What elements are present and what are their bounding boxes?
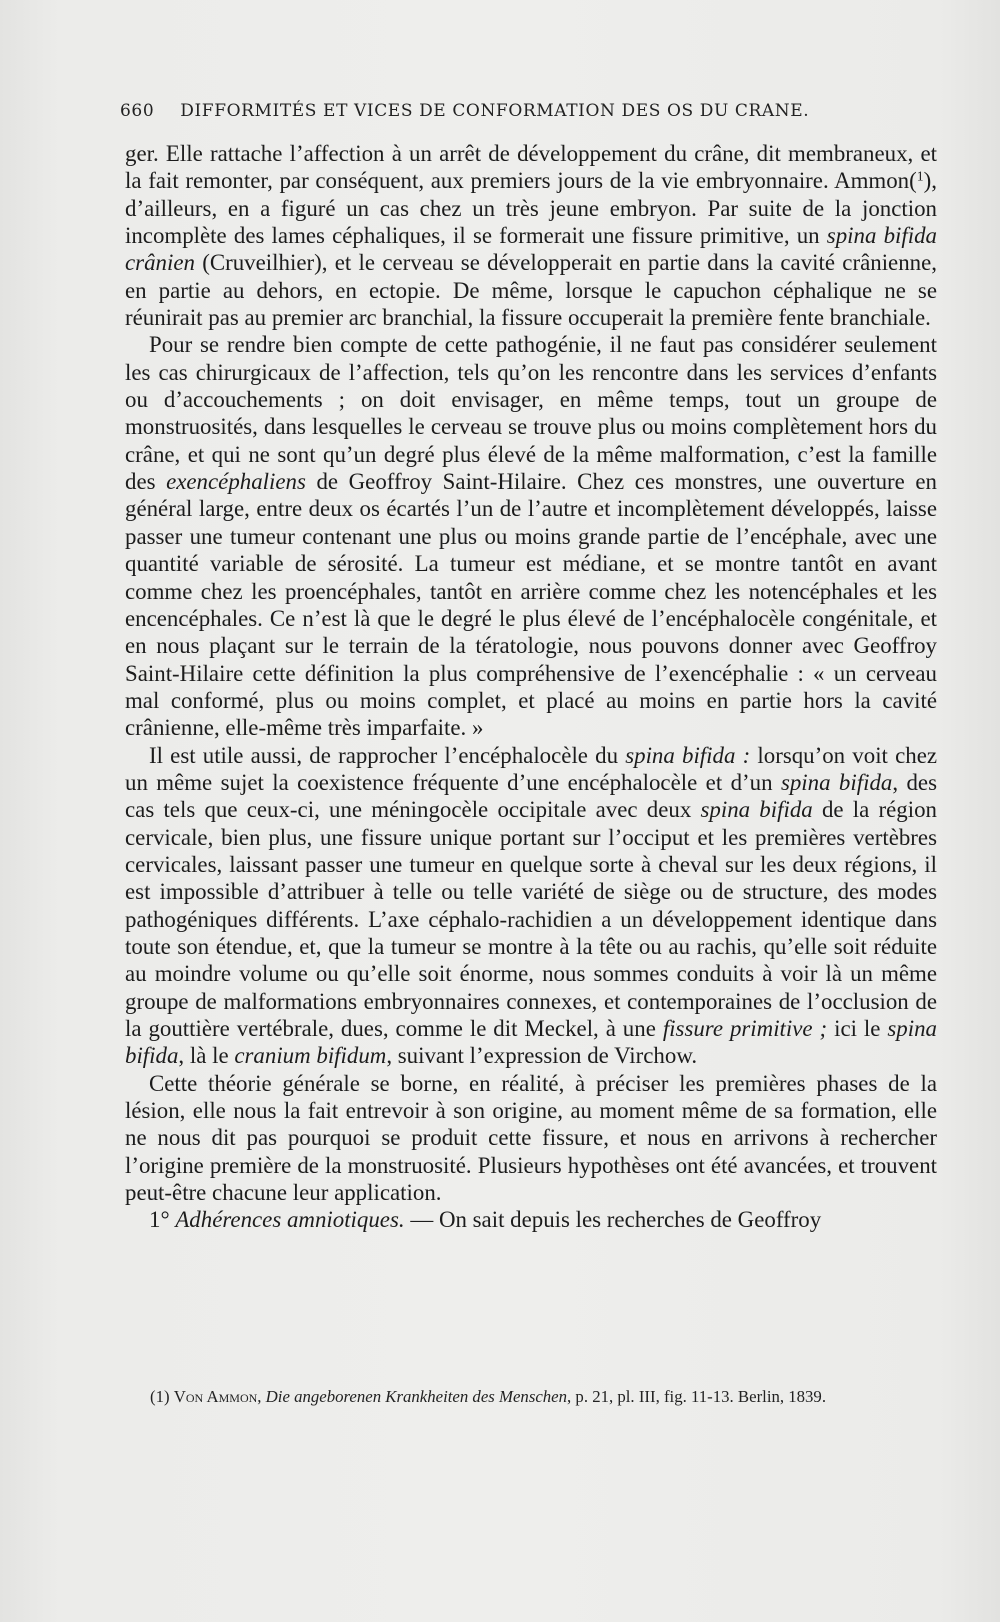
text-run: — On sait depuis les recherches de Geoffroy (404, 1207, 822, 1233)
text-run: , p. 21, pl. III, fig. 11-13. Berlin, 1839. (567, 1387, 827, 1406)
text-run: ger. Elle rattache l’affection à un arrêt de développement du crâne, dit membraneux, et la fait remonter, par conséquent, aux premiers jours de la vie embryonnaire. Ammon( (125, 141, 937, 194)
running-title: DIFFORMITÉS ET VICES DE CONFORMATION DES OS DU CRANE. (180, 101, 810, 121)
running-header (120, 101, 870, 121)
paragraph (125, 742, 937, 1070)
italic-text: spina bifida : (625, 742, 751, 768)
author-name: Von Ammon (173, 1387, 258, 1406)
text-run: Cette théorie générale se borne, en réalité, à préciser les premières phases de la lésion, elle nous la fait entrevoir à son origine, au moment même de sa formation, elle ne nous dit pas pourquoi se produit cette fissure, et nous en arrivons à rechercher l’origine première de la monstruosité. Plusieurs hypothèses ont été avancées, et trouvent peut-être chacune leur application. (125, 1070, 937, 1206)
text-run: , suivant l’expression de Virchow. (386, 1043, 698, 1069)
italic-text: Adhérences amniotiques. (175, 1207, 405, 1233)
paragraph (125, 331, 937, 741)
page-number: 660 (120, 101, 155, 121)
paragraph (125, 1070, 937, 1207)
italic-text: spina bifida (780, 769, 893, 795)
italic-text: spina bifida crânien (125, 223, 937, 276)
footnote-marker: 1 (916, 168, 924, 184)
text-run: lorsqu’on voit chez un même sujet la coexistence fréquente d’une encéphalocèle et d’un (125, 742, 938, 795)
paragraph (125, 1206, 937, 1233)
italic-text: spina bifida (125, 1016, 937, 1069)
text-run: , des cas tels que ceux-ci, une méningocèle occipitale avec deux (125, 769, 937, 823)
text-run: de Geoffroy Saint-Hilaire. Chez ces monstres, une ouverture en général large, entre deux os écartés l’un de l’autre et incomplètement développés, laisse passer une tumeur contenant une plus ou moins grande partie de l’encéphale, avec une quantité variable de sérosité. La tumeur est médiane, et se montre tantôt en avant comme chez les proencéphales, tantôt en arrière comme chez les notencéphales et les encencéphales. Ce n’est là que le degré le plus élevé de l’encéphalocèle congénitale, et en nous plaçant sur le terrain de la tératologie, nous pouvons donner avec Geoffroy Saint-Hilaire cette définition la plus compréhensive de l’exencéphalie : « un cerveau mal conformé, plus ou moins complet, et placé au moins en partie hors la cavité crânienne, elle-même très imparfaite. » (125, 469, 937, 741)
footnote (150, 1386, 940, 1408)
italic-text: spina bifida (700, 797, 813, 823)
italic-text: cranium bifidum (234, 1043, 387, 1069)
italic-text: exencéphaliens (166, 469, 306, 495)
text-run: (Cruveilhier), et le cerveau se développerait en partie dans la cavité crânienne, en partie au dehors, en ectopie. De même, lorsque le capuchon céphalique ne se réunirait pas au premier arc branchial, la fissure occuperait la première fente branchiale. (125, 250, 937, 331)
text-run: de la région cervicale, bien plus, une fissure unique portant sur l’occiput et les premières vertèbres cervicales, laissant passer une tumeur en quelque sorte à cheval sur les deux régions, il est impossible d’attribuer à telle ou telle variété de siège ou de structure, des modes pathogéniques différents. L’axe céphalo-rachidien a un développement identique dans toute son étendue, et, que la tumeur se montre à la tête ou au rachis, qu’elle soit réduite au moindre volume ou qu’elle soit énorme, nous sommes conduits à voir là un même groupe de malformations embryonnaires connexes, et contemporaines de l’occlusion de la gouttière vertébrale, dues, comme le dit Meckel, à une (125, 797, 937, 1041)
paragraph (125, 140, 937, 331)
text-run: 1° (149, 1207, 176, 1233)
text-run: , (257, 1387, 266, 1406)
text-run: Il est utile aussi, de rapprocher l’encéphalocèle du (149, 742, 626, 768)
italic-text: Die angeborenen Krankheiten des Menschen (265, 1387, 568, 1406)
text-run: Pour se rendre bien compte de cette pathogénie, il ne faut pas considérer seulement les cas chirurgicaux de l’affection, tels qu’on les rencontre dans les services d’enfants ou d’accouchements ; on doit envisager, en même temps, tout un groupe de monstruosités, dans lesquelles le cerveau se trouve plus ou moins complètement hors du crâne, et qui ne sont qu’un degré plus élevé de la même malformation, c’est la famille des (125, 332, 937, 495)
text-run: ), d’ailleurs, en a figuré un cas chez un très jeune embryon. Par suite de la jonction incomplète des lames céphaliques, il se formerait une fissure primitive, un (125, 168, 937, 249)
text-run: (1) (150, 1387, 174, 1406)
text-run: , là le (178, 1043, 235, 1069)
body-text (125, 140, 937, 1234)
italic-text: fissure primitive ; (662, 1016, 828, 1041)
text-run: ici le (827, 1016, 888, 1041)
